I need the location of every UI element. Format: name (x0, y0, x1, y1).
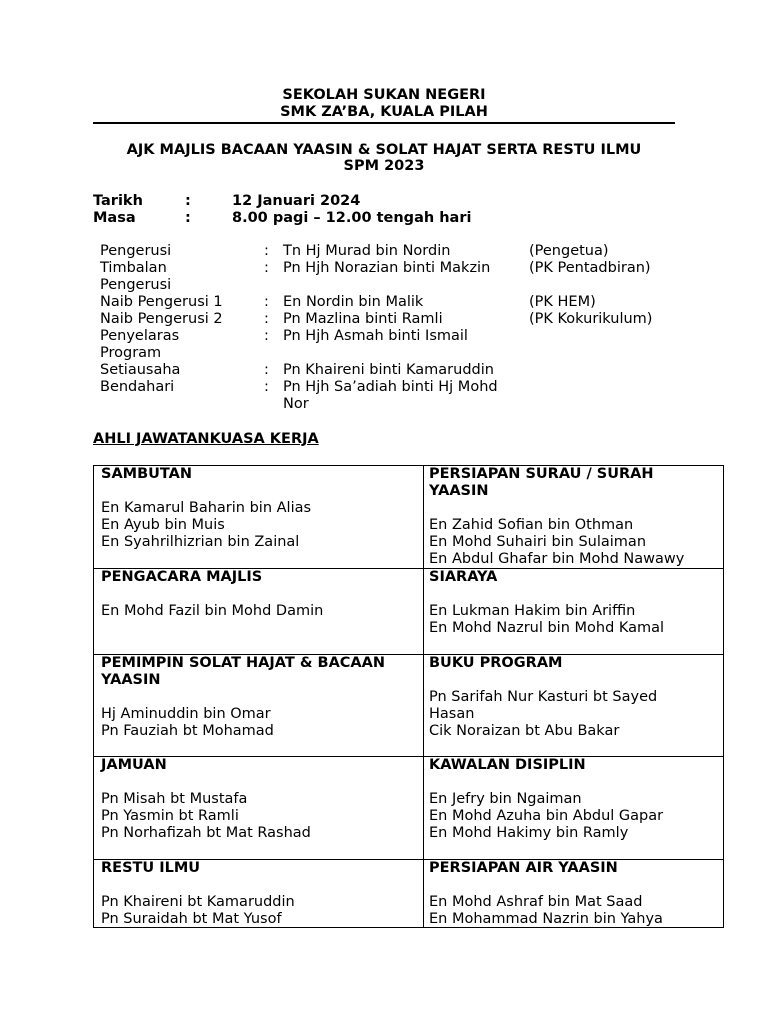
committee-role: Setiausaha (100, 362, 181, 378)
unit-member: Hj Aminuddin bin Omar (101, 706, 271, 722)
committee-name: Pn Mazlina binti Ramli (283, 311, 443, 327)
unit-member: Pn Yasmin bt Ramli (101, 808, 239, 824)
unit-member: Pn Suraidah bt Mat Yusof (101, 911, 282, 927)
unit-title: JAMUAN (101, 757, 167, 773)
committee-colon: : (264, 328, 269, 344)
committee-colon: : (264, 362, 269, 378)
unit-member: En Syahrilhizrian bin Zainal (101, 534, 300, 550)
unit-member: En Abdul Ghafar bin Mohd Nawawy (429, 551, 685, 567)
committee-colon: : (264, 260, 269, 276)
school-name: SEKOLAH SUKAN NEGERI (282, 87, 486, 103)
committee-role: Naib Pengerusi 2 (100, 311, 223, 327)
unit-member: En Mohd Ashraf bin Mat Saad (429, 894, 643, 910)
unit-member: En Zahid Sofian bin Othman (429, 517, 634, 533)
date-label: Tarikh (93, 193, 143, 209)
school-location: SMK ZA’BA, KUALA PILAH (280, 104, 488, 120)
committee-role: Naib Pengerusi 1 (100, 294, 223, 310)
unit-title: SIARAYA (429, 569, 498, 585)
unit-title: PENGACARA MAJLIS (101, 569, 263, 585)
committee-position: (PK Kokurikulum) (529, 311, 653, 327)
event-time-row (93, 209, 593, 227)
unit-title: KAWALAN DISIPLIN (429, 757, 586, 773)
unit-member: En Mohd Azuha bin Abdul Gapar (429, 808, 664, 824)
unit-title: PEMIMPIN SOLAT HAJAT & BACAAN YAASIN (101, 655, 386, 688)
unit-member: En Kamarul Baharin bin Alias (101, 500, 312, 516)
committee-name: En Nordin bin Malik (283, 294, 424, 310)
committee-role: Penyelaras Program (100, 328, 180, 361)
unit-cell-kawalan-disiplin (429, 757, 719, 842)
time-label: Masa (93, 210, 136, 226)
unit-member: En Mohd Suhairi bin Sulaiman (429, 534, 647, 550)
unit-member: Pn Norhafizah bt Mat Rashad (101, 825, 311, 841)
unit-cell-restu-ilmu (101, 860, 411, 928)
event-date-row (93, 192, 593, 210)
unit-member: En Jefry bin Ngaiman (429, 791, 582, 807)
unit-member: Pn Fauziah bt Mohamad (101, 723, 274, 739)
committee-role: Timbalan Pengerusi (100, 260, 172, 293)
document-subtitle: SPM 2023 (343, 158, 425, 174)
date-value: 12 Januari 2024 (232, 193, 361, 209)
unit-member: En Mohd Hakimy bin Ramly (429, 825, 629, 841)
document-title: AJK MAJLIS BACAAN YAASIN & SOLAT HAJAT SERTA RESTU ILMU (126, 142, 642, 158)
committee-position: (PK Pentadbiran) (529, 260, 651, 276)
time-colon: : (185, 210, 191, 226)
unit-cell-persiapan-surau (429, 466, 699, 568)
unit-member: Cik Noraizan bt Abu Bakar (429, 723, 620, 739)
unit-title: PERSIAPAN SURAU / SURAH YAASIN (429, 466, 654, 499)
unit-title: BUKU PROGRAM (429, 655, 563, 671)
committee-role: Bendahari (100, 379, 175, 395)
time-value: 8.00 pagi – 12.00 tengah hari (232, 210, 472, 226)
unit-title: SAMBUTAN (101, 466, 193, 482)
unit-title: PERSIAPAN AIR YAASIN (429, 860, 618, 876)
committee-colon: : (264, 311, 269, 327)
committee-name: Pn Hjh Asmah binti Ismail (283, 328, 468, 344)
committee-colon: : (264, 243, 269, 259)
column-divider (423, 466, 424, 927)
unit-member: En Mohd Fazil bin Mohd Damin (101, 603, 324, 619)
unit-cell-pemimpin-solat (101, 655, 417, 740)
working-committee-heading: AHLI JAWATANKUASA KERJA (93, 431, 319, 447)
committee-position: (Pengetua) (529, 243, 609, 259)
unit-member: En Mohammad Nazrin bin Yahya (429, 911, 663, 927)
date-colon: : (185, 193, 191, 209)
unit-member: En Mohd Nazrul bin Mohd Kamal (429, 620, 665, 636)
committee-name: Pn Hjh Norazian binti Makzin (283, 260, 491, 276)
header-divider (93, 122, 675, 124)
committee-name: Pn Khaireni binti Kamaruddin (283, 362, 494, 378)
unit-cell-jamuan (101, 757, 411, 842)
committee-position: (PK HEM) (529, 294, 596, 310)
unit-cell-buku-program (429, 655, 694, 740)
unit-member: Pn Misah bt Mustafa (101, 791, 248, 807)
unit-cell-sambutan (101, 466, 411, 551)
unit-member: En Ayub bin Muis (101, 517, 225, 533)
unit-cell-siaraya (429, 569, 719, 637)
unit-member: En Lukman Hakim bin Ariffin (429, 603, 636, 619)
working-committee-table (93, 465, 724, 928)
unit-member: Pn Khaireni bt Kamaruddin (101, 894, 295, 910)
committee-role: Pengerusi (100, 243, 172, 259)
committee-name: Tn Hj Murad bin Nordin (283, 243, 451, 259)
committee-colon: : (264, 379, 269, 395)
committee-name: Pn Hjh Sa’adiah binti Hj Mohd Nor (283, 379, 498, 412)
unit-member: Pn Sarifah Nur Kasturi bt Sayed Hasan (429, 689, 658, 722)
unit-cell-pengacara (101, 569, 411, 620)
unit-cell-persiapan-air (429, 860, 719, 928)
committee-colon: : (264, 294, 269, 310)
unit-title: RESTU ILMU (101, 860, 201, 876)
